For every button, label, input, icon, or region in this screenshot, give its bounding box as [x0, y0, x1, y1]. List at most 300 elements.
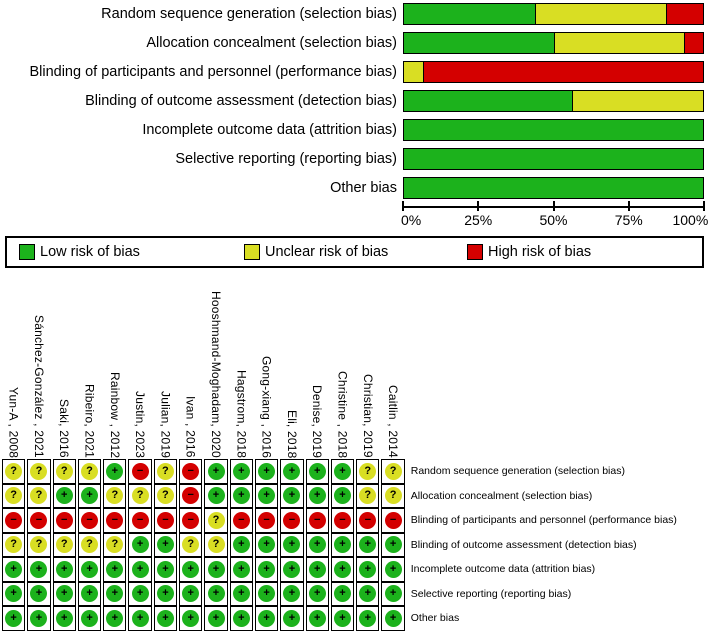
judgment-cell [53, 484, 76, 509]
judgment-cell [356, 606, 379, 631]
judgment-circle-unclear [5, 536, 22, 553]
judgment-cell [280, 606, 303, 631]
study-name-label: Sánchez-González , 2021 [31, 315, 46, 458]
judgment-circle-low [132, 610, 149, 627]
judgment-circle-low [334, 463, 351, 480]
summary-row-label: Other bias [410, 612, 460, 625]
judgment-cell [53, 459, 76, 484]
judgment-cell [356, 459, 379, 484]
study-names-header [2, 276, 708, 459]
judgment-circle-unclear [5, 463, 22, 480]
judgment-symbol: ? [60, 538, 68, 551]
judgment-symbol: + [86, 562, 93, 575]
judgment-circle-unclear [359, 463, 376, 480]
judgment-symbol: ? [86, 538, 93, 551]
legend-swatch-unclear [244, 244, 260, 260]
judgment-cell [2, 508, 25, 533]
judgment-symbol: − [339, 513, 346, 526]
judgment-symbol: + [162, 611, 169, 624]
judgment-symbol: + [238, 562, 245, 575]
judgment-symbol: + [212, 489, 220, 502]
chart-row [0, 177, 708, 199]
judgment-symbol: + [339, 587, 346, 600]
judgment-symbol: + [35, 562, 43, 575]
judgment-cell [154, 606, 177, 631]
judgment-symbol: + [339, 562, 346, 575]
chart-rows [0, 3, 708, 199]
judgment-circle-low [258, 536, 275, 553]
judgment-cell [306, 508, 329, 533]
judgment-symbol: + [238, 464, 245, 477]
judgment-cell [179, 484, 202, 509]
judgment-circle-high [334, 512, 351, 529]
judgment-circle-low [106, 561, 123, 578]
judgment-symbol: ? [364, 489, 372, 502]
judgment-circle-low [30, 561, 47, 578]
x-axis-row [0, 206, 708, 234]
judgment-cell [331, 557, 354, 582]
judgment-symbol: − [136, 513, 144, 526]
judgment-cell [154, 533, 177, 558]
judgment-circle-unclear [56, 536, 73, 553]
judgment-symbol: + [288, 587, 296, 600]
judgment-cell [255, 606, 278, 631]
judgment-cell [381, 582, 404, 607]
study-name-column [356, 276, 379, 459]
bar-segment-low [404, 149, 703, 169]
judgment-circle-low [157, 585, 174, 602]
judgment-symbol: − [136, 464, 144, 477]
axis-tick [402, 201, 404, 211]
judgment-symbol: + [61, 562, 68, 575]
domain-label: Incomplete outcome data (attrition bias) [142, 122, 397, 138]
judgment-cell [78, 508, 101, 533]
study-name-column [78, 276, 101, 459]
summary-row [0, 533, 708, 558]
judgment-symbol: + [288, 611, 296, 624]
judgment-cell [280, 459, 303, 484]
judgment-symbol: + [61, 489, 68, 502]
judgment-circle-high [359, 512, 376, 529]
judgment-symbol: − [162, 513, 169, 526]
judgment-symbol: + [288, 489, 296, 502]
judgment-circle-unclear [81, 463, 98, 480]
judgment-cell [179, 557, 202, 582]
judgment-circle-low [233, 585, 250, 602]
judgment-circle-low [5, 585, 22, 602]
judgment-cell [2, 582, 25, 607]
judgment-cell [128, 582, 151, 607]
judgment-circle-low [334, 610, 351, 627]
judgment-cell [331, 533, 354, 558]
judgment-cell [204, 582, 227, 607]
judgment-circle-low [258, 561, 275, 578]
judgment-symbol: ? [364, 464, 372, 477]
study-name-label: Christine , 2018 [335, 370, 350, 458]
study-name-label: Rainbow , 2012 [107, 371, 122, 458]
judgment-symbol: − [61, 513, 68, 526]
judgment-cell [103, 557, 126, 582]
study-name-label: Saki, 2016 [57, 399, 72, 458]
judgment-symbol: + [238, 538, 245, 551]
judgment-circle-low [309, 536, 326, 553]
judgment-cell [381, 557, 404, 582]
summary-cells [2, 459, 405, 484]
study-name-label: Gong-xiang , 2016 [259, 355, 274, 458]
judgment-cell [331, 606, 354, 631]
judgment-cell [27, 533, 50, 558]
judgment-cell [306, 557, 329, 582]
judgment-symbol: − [263, 513, 270, 526]
judgment-circle-unclear [106, 487, 123, 504]
judgment-circle-low [283, 585, 300, 602]
judgment-symbol: ? [187, 538, 195, 551]
judgment-cell [306, 533, 329, 558]
judgment-grid [0, 459, 708, 631]
judgment-circle-low [233, 610, 250, 627]
judgment-cell [255, 508, 278, 533]
x-axis [400, 206, 708, 234]
judgment-circle-low [208, 487, 225, 504]
judgment-symbol: ? [162, 464, 169, 477]
chart-row [0, 90, 708, 112]
judgment-symbol: − [187, 489, 194, 502]
judgment-cell [78, 484, 101, 509]
judgment-cell [230, 508, 253, 533]
study-name-label: Denise, 2019 [310, 384, 325, 458]
judgment-symbol: + [313, 611, 321, 624]
judgment-symbol: − [187, 464, 194, 477]
judgment-symbol: + [61, 587, 68, 600]
stacked-bar [403, 61, 704, 83]
judgment-cell [179, 606, 202, 631]
summary-row-label: Blinding of participants and personnel (performance bias) [410, 514, 677, 527]
summary-cells [2, 606, 405, 631]
study-name-column [204, 276, 227, 459]
judgment-circle-low [132, 561, 149, 578]
bar-segment-high [423, 62, 703, 82]
judgment-symbol: + [212, 587, 220, 600]
summary-row-label: Allocation concealment (selection bias) [410, 489, 593, 502]
judgment-symbol: + [187, 587, 194, 600]
judgment-cell [230, 557, 253, 582]
judgment-symbol: + [111, 611, 119, 624]
judgment-cell [103, 533, 126, 558]
stacked-bar [403, 177, 704, 199]
judgment-cell [103, 508, 126, 533]
domain-label: Blinding of participants and personnel (performance bias) [29, 64, 397, 80]
judgment-symbol: − [389, 513, 397, 526]
judgment-cell [230, 606, 253, 631]
summary-row [0, 508, 708, 533]
judgment-circle-unclear [56, 463, 73, 480]
summary-row-label: Blinding of outcome assessment (detection bias) [410, 538, 637, 551]
judgment-cell [255, 533, 278, 558]
judgment-circle-low [56, 487, 73, 504]
judgment-circle-unclear [30, 536, 47, 553]
judgment-circle-low [385, 561, 402, 578]
judgment-symbol: + [111, 587, 119, 600]
judgment-circle-low [81, 585, 98, 602]
judgment-symbol: ? [136, 489, 144, 502]
chart-row [0, 32, 708, 54]
judgment-symbol: + [10, 587, 17, 600]
judgment-circle-low [106, 463, 123, 480]
judgment-cell [53, 606, 76, 631]
judgment-circle-unclear [81, 536, 98, 553]
axis-tick-label: 100% [672, 212, 708, 228]
study-name-column [280, 276, 303, 459]
study-name-label: Ribeiro, 2021 [82, 384, 97, 458]
judgment-cell [154, 459, 177, 484]
judgment-circle-high [385, 512, 402, 529]
judgment-circle-high [81, 512, 98, 529]
judgment-symbol: + [288, 562, 296, 575]
study-name-label: Yun-A , 2008 [6, 386, 21, 458]
study-name-column [230, 276, 253, 459]
judgment-circle-low [258, 610, 275, 627]
judgment-cell [255, 557, 278, 582]
judgment-circle-low [182, 561, 199, 578]
judgment-cell [280, 582, 303, 607]
judgment-symbol: + [263, 464, 270, 477]
judgment-circle-unclear [106, 536, 123, 553]
judgment-symbol: − [238, 513, 245, 526]
judgment-circle-unclear [359, 487, 376, 504]
summary-row-label: Incomplete outcome data (attrition bias) [410, 563, 596, 576]
judgment-cell [78, 606, 101, 631]
judgment-circle-low [283, 463, 300, 480]
judgment-symbol: + [212, 464, 220, 477]
judgment-circle-high [233, 512, 250, 529]
judgment-circle-low [385, 536, 402, 553]
summary-cells [2, 508, 405, 533]
judgment-circle-low [182, 610, 199, 627]
bar-segment-unclear [535, 4, 666, 24]
judgment-circle-unclear [5, 487, 22, 504]
study-name-column [179, 276, 202, 459]
judgment-cell [331, 459, 354, 484]
judgment-circle-high [157, 512, 174, 529]
judgment-circle-low [233, 536, 250, 553]
study-name-column [53, 276, 76, 459]
study-name-column [128, 276, 151, 459]
judgment-circle-unclear [30, 487, 47, 504]
judgment-cell [27, 459, 50, 484]
judgment-symbol: + [162, 587, 169, 600]
judgment-cell [78, 533, 101, 558]
judgment-circle-low [81, 487, 98, 504]
judgment-symbol: − [86, 513, 93, 526]
judgment-symbol: + [162, 538, 169, 551]
judgment-circle-low [359, 561, 376, 578]
judgment-cell [27, 508, 50, 533]
judgment-symbol: − [364, 513, 372, 526]
judgment-circle-low [56, 610, 73, 627]
judgment-circle-low [309, 463, 326, 480]
judgment-cell [103, 606, 126, 631]
judgment-cell [356, 533, 379, 558]
judgment-circle-low [309, 487, 326, 504]
summary-row-label: Random sequence generation (selection bias) [410, 465, 625, 478]
study-name-column [103, 276, 126, 459]
judgment-circle-high [182, 487, 199, 504]
judgment-symbol: ? [389, 489, 397, 502]
axis-tick [477, 201, 479, 211]
judgment-cell [179, 508, 202, 533]
judgment-circle-low [385, 585, 402, 602]
judgment-symbol: ? [111, 538, 119, 551]
stacked-bar [403, 119, 704, 141]
domain-label: Blinding of outcome assessment (detection bias) [85, 93, 397, 109]
judgment-symbol: ? [111, 489, 119, 502]
judgment-cell [179, 582, 202, 607]
study-name-column [331, 276, 354, 459]
judgment-circle-low [359, 536, 376, 553]
judgment-circle-low [385, 610, 402, 627]
axis-tick-label: 25% [464, 212, 493, 228]
judgment-cell [154, 582, 177, 607]
judgment-cell [331, 508, 354, 533]
legend-swatch-high [467, 244, 483, 260]
judgment-symbol: + [35, 611, 43, 624]
judgment-circle-low [106, 610, 123, 627]
judgment-circle-low [309, 585, 326, 602]
judgment-symbol: + [136, 611, 144, 624]
judgment-circle-low [283, 561, 300, 578]
judgment-cell [128, 484, 151, 509]
judgment-circle-low [309, 610, 326, 627]
judgment-circle-high [5, 512, 22, 529]
risk-of-bias-graph [0, 0, 708, 234]
judgment-symbol: + [263, 538, 270, 551]
judgment-circle-unclear [385, 487, 402, 504]
judgment-cell [356, 557, 379, 582]
x-axis-spacer [0, 206, 403, 234]
chart-row [0, 3, 708, 25]
bar-segment-low [404, 178, 703, 198]
judgment-symbol: + [389, 611, 397, 624]
judgment-cell [230, 582, 253, 607]
judgment-symbol: + [339, 464, 346, 477]
summary-cells [2, 557, 405, 582]
judgment-cell [78, 557, 101, 582]
judgment-circle-high [56, 512, 73, 529]
judgment-circle-high [30, 512, 47, 529]
judgment-cell [381, 606, 404, 631]
judgment-symbol: + [288, 538, 296, 551]
judgment-cell [255, 484, 278, 509]
legend-item-high [467, 244, 591, 260]
study-name-column [381, 276, 404, 459]
axis-tick [628, 201, 630, 211]
judgment-circle-low [233, 487, 250, 504]
judgment-circle-low [81, 610, 98, 627]
judgment-cell [128, 606, 151, 631]
bar-segment-high [684, 33, 703, 53]
judgment-symbol: ? [212, 513, 220, 526]
study-name-column [27, 276, 50, 459]
judgment-circle-low [81, 561, 98, 578]
judgment-circle-low [157, 536, 174, 553]
judgment-symbol: + [263, 587, 270, 600]
judgment-symbol: + [35, 587, 43, 600]
judgment-cell [179, 533, 202, 558]
summary-cells [2, 582, 405, 607]
judgment-symbol: − [187, 513, 194, 526]
judgment-circle-low [359, 610, 376, 627]
judgment-symbol: + [313, 538, 321, 551]
judgment-cell [128, 533, 151, 558]
bar-segment-low [404, 91, 572, 111]
legend-item-unclear [244, 244, 388, 260]
judgment-symbol: + [238, 587, 245, 600]
judgment-circle-low [283, 487, 300, 504]
study-name-label: Eli, 2018 [284, 409, 299, 458]
study-name-label: Justin, 2023 [133, 390, 148, 458]
legend [5, 236, 704, 268]
judgment-symbol: + [187, 562, 194, 575]
judgment-circle-unclear [385, 463, 402, 480]
judgment-circle-high [309, 512, 326, 529]
judgment-cell [179, 459, 202, 484]
judgment-circle-low [233, 561, 250, 578]
summary-row [0, 606, 708, 631]
judgment-cell [255, 459, 278, 484]
judgment-cell [53, 508, 76, 533]
judgment-circle-low [106, 585, 123, 602]
study-name-column [306, 276, 329, 459]
judgment-cell [103, 459, 126, 484]
judgment-symbol: ? [35, 464, 43, 477]
judgment-symbol: + [339, 611, 346, 624]
judgment-symbol: + [10, 611, 17, 624]
judgment-circle-unclear [30, 463, 47, 480]
judgment-circle-low [258, 487, 275, 504]
judgment-circle-low [208, 463, 225, 480]
judgment-cell [280, 484, 303, 509]
judgment-circle-low [30, 585, 47, 602]
judgment-circle-low [30, 610, 47, 627]
judgment-circle-low [283, 536, 300, 553]
judgment-circle-low [334, 487, 351, 504]
judgment-circle-high [182, 463, 199, 480]
study-name-column [255, 276, 278, 459]
judgment-symbol: + [288, 464, 296, 477]
domain-label: Other bias [330, 180, 397, 196]
judgment-cell [204, 606, 227, 631]
stacked-bar [403, 148, 704, 170]
stacked-bar [403, 3, 704, 25]
summary-row [0, 582, 708, 607]
judgment-symbol: + [10, 562, 17, 575]
judgment-circle-low [208, 610, 225, 627]
judgment-circle-unclear [157, 463, 174, 480]
stacked-bar [403, 32, 704, 54]
judgment-circle-low [56, 585, 73, 602]
judgment-cell [78, 459, 101, 484]
summary-cells [2, 484, 405, 509]
judgment-symbol: − [35, 513, 43, 526]
study-name-label: Christian, 2019 [360, 374, 375, 458]
study-name-label: Hagstrom, 2018 [234, 369, 249, 458]
judgment-cell [306, 606, 329, 631]
judgment-symbol: + [364, 562, 372, 575]
judgment-circle-low [233, 463, 250, 480]
stacked-bar [403, 90, 704, 112]
judgment-symbol: + [86, 587, 93, 600]
judgment-cell [154, 484, 177, 509]
